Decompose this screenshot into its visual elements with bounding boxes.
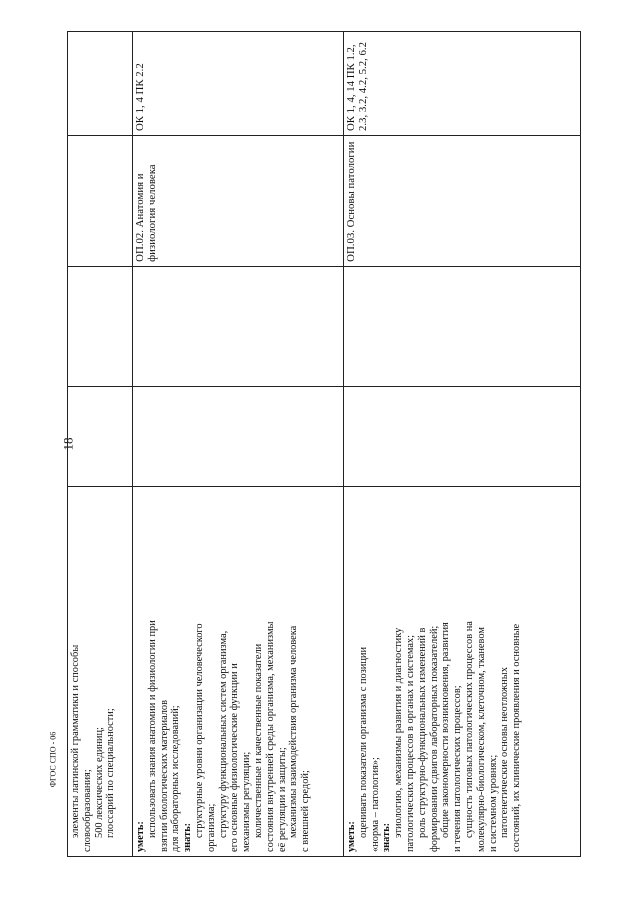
description-line: патологических процессов в органах и системах; [404,634,416,852]
discipline-cell: ОП.03. Основы патологии [344,136,581,267]
competency-table [67,31,581,857]
description-line: её регуляции и защиты; [276,747,288,852]
description-line: формировании сдвигов лабораторных показателей; [428,625,440,852]
description-line: использовать знания анатомии и физиологии при [146,620,158,838]
section-heading: знать: [381,822,393,852]
description-line: 500 лексических единиц; [93,727,105,838]
description-line: организма; [205,803,217,852]
competency-cell: ОК 1, 4, 14 ПК 1.2, 2.3, 3.2, 4.2, 5.2, 6.2 [344,32,581,136]
description-line: состояния внутренней среды организма, механизмы [264,621,276,852]
empty-cell [133,266,344,387]
rotated-table-container [67,31,581,857]
description-line: общие закономерности возникновения, развития [440,622,452,838]
empty-cell [344,266,581,387]
empty-cell [133,387,344,487]
competency-cell: ОК 1, 4 ПК 2.2 [133,32,344,136]
description-line: глоссарий по специальности; [105,708,117,838]
description-line: механизмы взаимодействия организма человека [288,625,300,838]
description-line: патогенетические основы неотложных [499,667,511,838]
description-line: роль структурно-функциональных изменений в [416,627,428,838]
description-line: его основные физиологические функции и [229,663,241,852]
description-line: структурные уровни организации человеческого [193,623,205,838]
description-line: с внешней средой; [300,770,312,852]
footer-code: ФГОС СПО - 06 [48,731,58,788]
description-line: структуру функциональных систем организма, [217,630,229,838]
description-line: для лабораторных исследований; [170,705,182,852]
empty-cell [68,387,133,487]
table-row [344,32,581,857]
empty-cell [344,387,581,487]
discipline-cell [68,136,133,267]
description-line: взятии биологических материалов [158,699,170,852]
description-line: сущность типовых патологических процессов на [463,621,475,838]
description-line: количественные и качественные показатели [252,643,264,838]
description-line: элементы латинской грамматики и способы [70,644,81,838]
competency-cell [68,32,133,136]
page-number: 18 [60,437,76,451]
table-row [133,32,344,857]
description-line: словообразования; [81,769,93,852]
description-line: состояний, их клинические проявления и основные [511,623,523,852]
section-heading: уметь: [135,821,146,852]
description-line: и системном уровнях; [487,754,499,852]
description-line: оценивать показатели организма с позиции [357,646,369,838]
description-line: молекулярно-биологическом, клеточном, тканевом [475,627,487,852]
section-heading: знать: [182,822,194,852]
description-line: этиологию, механизмы развития и диагностику [393,627,405,838]
section-heading: уметь: [346,821,357,852]
description-cell [133,487,344,857]
table-inner [67,31,581,857]
description-line: механизмы регуляции; [241,751,253,852]
table-row [68,32,133,857]
description-cell [68,487,133,857]
description-line: «норма – патология»; [369,757,381,852]
empty-cell [68,266,133,387]
discipline-cell: ОП.02. Анатомия и физиология человека [133,136,344,267]
description-cell [344,487,581,857]
description-line: и течения патологических процессов; [452,685,464,852]
